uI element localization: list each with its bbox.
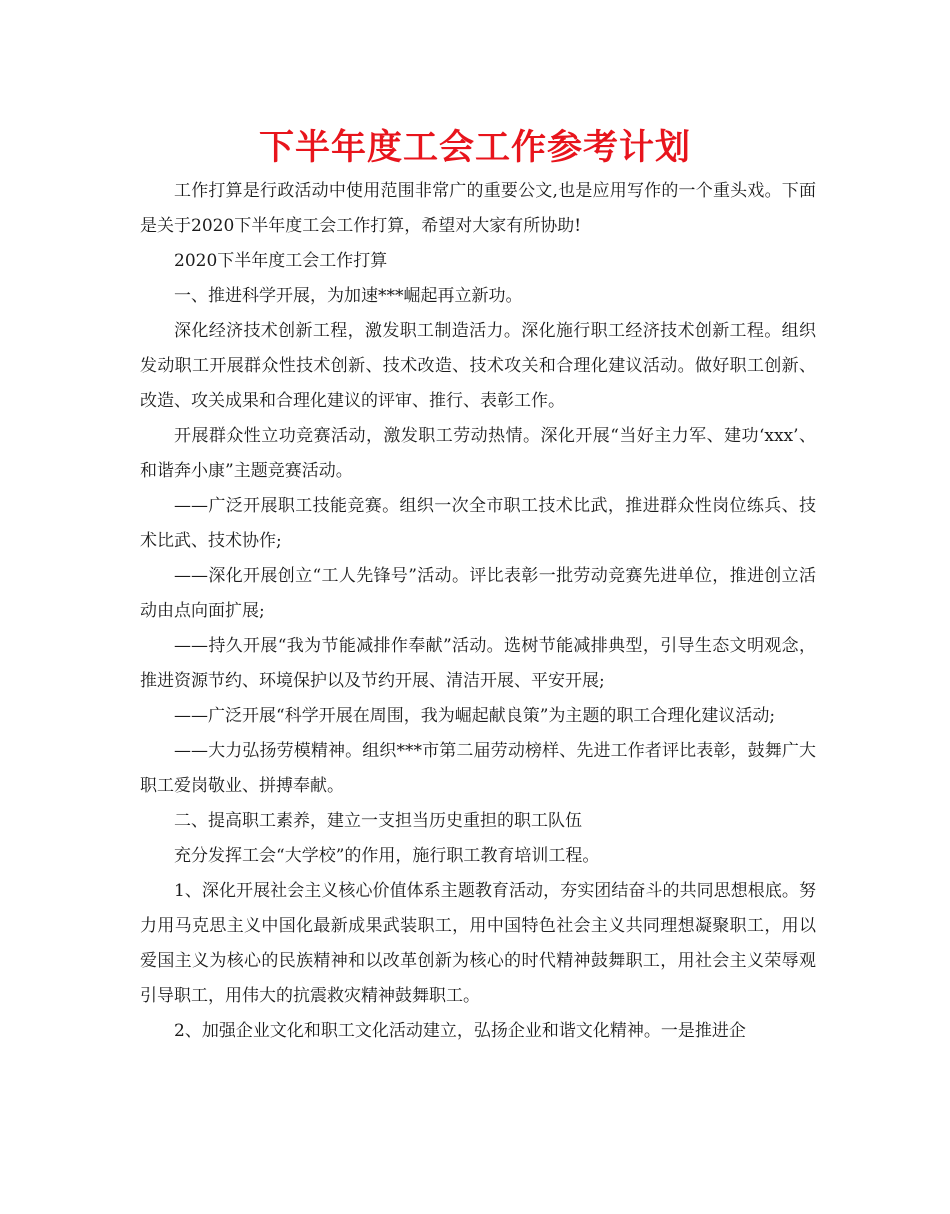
- paragraph-subtitle: 2020下半年度工会工作打算: [174, 251, 388, 271]
- section-heading-2: 二、提高职工素养，建立一支担当历史重担的职工队伍: [174, 811, 582, 831]
- list-item: ——持久开展“我为节能减排作奉献”活动。选树节能减排典型，引导生态文明观念，推进资源节约、环境保护以及节约开展、清洁开展、平安开展;: [140, 636, 816, 691]
- list-item: ——广泛开展职工技能竞赛。组织一次全市职工技术比武，推进群众性岗位练兵、技术比武、技术协作;: [140, 496, 816, 551]
- document-title: 下半年度工会工作参考计划: [258, 128, 691, 168]
- section-heading-1: 一、推进科学开展，为加速***崛起再立新功。: [174, 286, 523, 306]
- document-body: [140, 174, 816, 1049]
- paragraph: 开展群众性立功竞赛活动，激发职工劳动热情。深化开展“当好主力军、建功‘xxx’、和谐奔小康”主题竞赛活动。: [140, 426, 816, 481]
- paragraph: 充分发挥工会“大学校”的作用，施行职工教育培训工程。: [174, 846, 600, 866]
- paragraph: 深化经济技术创新工程，激发职工制造活力。深化施行职工经济技术创新工程。组织发动职工开展群众性技术创新、技术改造、技术攻关和合理化建议活动。做好职工创新、改造、攻关成果和合理化建议的评审、推行、表彰工作。: [140, 321, 816, 411]
- list-item: ——广泛开展“科学开展在周围，我为崛起献良策”为主题的职工合理化建议活动;: [174, 706, 776, 726]
- list-item: ——大力弘扬劳模精神。组织***市第二届劳动榜样、先进工作者评比表彰，鼓舞广大职工爱岗敬业、拼搏奉献。: [140, 741, 816, 796]
- paragraph-intro: 工作打算是行政活动中使用范围非常广的重要公文,也是应用写作的一个重头戏。下面是关于2020下半年度工会工作打算，希望对大家有所协助!: [140, 181, 816, 236]
- numbered-item: 2、加强企业文化和职工文化活动建立，弘扬企业和谐文化精神。一是推进企: [174, 1021, 746, 1041]
- list-item: ——深化开展创立“工人先锋号”活动。评比表彰一批劳动竞赛先进单位，推进创立活动由点向面扩展;: [140, 566, 816, 621]
- numbered-item: 1、深化开展社会主义核心价值体系主题教育活动，夯实团结奋斗的共同思想根底。努力用马克思主义中国化最新成果武装职工，用中国特色社会主义共同理想凝聚职工，用以爱国主义为核心的民族精神和以改革创新为核心的时代精神鼓舞职工，用社会主义荣辱观引导职工，用伟大的抗震救灾精神鼓舞职工。: [140, 881, 816, 1006]
